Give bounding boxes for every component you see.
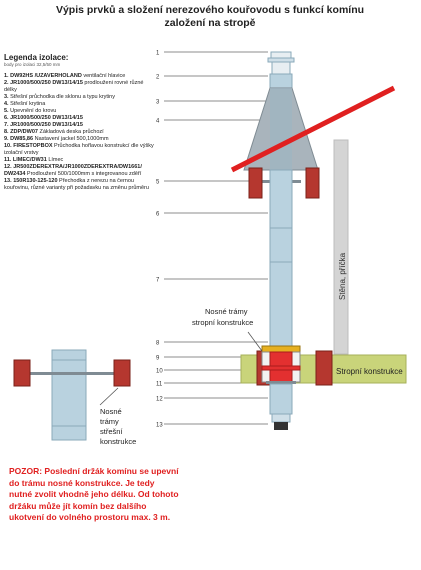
legend-item-number: 6. [4, 115, 11, 121]
callout-number: 6 [156, 211, 160, 218]
callout-number: 8 [156, 340, 160, 347]
legend-item-code: JR1000/500/250 DW13/14/15 [10, 122, 83, 128]
legend-item-number: 8. [4, 129, 11, 135]
legend-item-desc: Límec [46, 157, 64, 163]
legend-item-desc: Základová deska průchozí [37, 129, 104, 135]
legend-item-code: FIRESTOPBOX [13, 143, 53, 149]
legend-subtitle: body pro izolaci 32,5/50 mm [4, 62, 61, 67]
ceiling-beams-label-2: stropní konstrukce [192, 318, 254, 327]
callout-number: 2 [156, 74, 160, 81]
legend-item-code: LIMEC/DW31 [12, 157, 47, 163]
roof-beams-label-2: trámy [100, 417, 119, 426]
callout-number: 5 [156, 179, 160, 186]
legend-item-desc: Průchodka hořlavou konstrukcí dle výšky izolační vrstvy [4, 143, 154, 156]
chimney-cowl [272, 62, 290, 74]
legend-item-number: 11. [4, 157, 13, 163]
legend-item-number: 5. [4, 108, 11, 114]
transition-piece [272, 414, 290, 422]
callout-number: 10 [156, 368, 163, 375]
legend-item-number: 2. [4, 80, 11, 86]
firestop-collar [262, 366, 300, 370]
base-plate [262, 346, 300, 352]
callout-number: 12 [156, 396, 163, 403]
legend-item-number: 13. [4, 178, 14, 184]
legend-item-desc: ventilační hlavice [81, 73, 126, 79]
cowl-cap [271, 52, 291, 58]
legend-item-number: 9. [4, 136, 11, 142]
ceiling-beams-label-1: Nosné trámy [205, 307, 248, 316]
rafter-left [249, 168, 262, 198]
callout-number: 11 [156, 381, 163, 388]
roof-beams-label-4: konstrukce [100, 437, 137, 446]
title-line-2: založení na stropě [164, 17, 256, 29]
detail-beam-right [114, 360, 130, 386]
callout-number: 4 [156, 118, 160, 125]
detail-beam-leader [100, 388, 118, 405]
legend-item-number: 10. [4, 143, 14, 149]
legend-item-desc: Střešní průchodka dle sklonu a typu krytiny [10, 94, 115, 100]
callout-number: 9 [156, 355, 160, 362]
legend-item-desc: Prodloužení 500/1000mm s integrovanou zděří [25, 171, 142, 177]
detail-beam-left [14, 360, 30, 386]
callout-number: 7 [156, 277, 160, 284]
warning-text: Poslední držák komínu se upevní do trámu nosné konstrukce. Je tedy nutné zvolit vhodně jeho délku. Od tohoto držáku může jít komín bez dalšího ukotvení do volného prostoru max. 3 m. [9, 466, 179, 522]
legend-item-number: 4. [4, 101, 11, 107]
legend-item-code: DW85,86 [10, 136, 34, 142]
legend-item-code: DW92HS /UZAVERHOLAND [10, 73, 82, 79]
legend-item-code: JR1000/500/250 DW13/14/15 [10, 115, 83, 121]
legend-item-number: 1. [4, 73, 11, 79]
legend-item-code: JR500ZDEREXTRA/JR1000ZDEREXTRA/DW1661/ DW2434 [4, 164, 142, 177]
legend-item-desc: Nastavení jackel 500,1000mm [33, 136, 109, 142]
warning-note [9, 466, 179, 524]
callout-number: 13 [156, 422, 163, 429]
legend-item-number: 12. [4, 164, 14, 170]
roof-beams-label-3: střešní [100, 427, 123, 436]
callout-number: 1 [156, 50, 160, 57]
detail-bracket [30, 372, 114, 375]
legend-item-code: JR1000/500/250 DW13/14/15 [10, 80, 83, 86]
title-line-1: Výpis prvků a složení nerezového kouřovodu s funkcí komínu [55, 4, 365, 16]
ceiling-beam-leader [248, 332, 262, 351]
roof-beams-label-1: Nosné [100, 407, 122, 416]
legend-item-desc: Střešní krytina [10, 101, 46, 107]
legend-item-number: 7. [4, 122, 11, 128]
legend-item-desc: prodlouženi rovné různé délky [4, 80, 144, 93]
warning-lead: POZOR: [9, 466, 43, 476]
legend-title: Legenda izolace: [4, 53, 69, 62]
cowl-rim [268, 58, 294, 62]
legend-item-desc: Přechodka z nerezu na černou kouřovinu, různé varianty při požadavku na změnu průměru [4, 178, 149, 191]
wall-partition [334, 140, 348, 354]
legend-item-code: ZDP/DW07 [10, 129, 38, 135]
ceiling-label: Stropní konstrukce [336, 367, 403, 376]
callout-number: 3 [156, 99, 160, 106]
pipe-extension-12 [270, 384, 292, 414]
rafter-right [306, 168, 319, 198]
transition-black-pipe [274, 422, 288, 430]
legend-item-desc: Upevnění do krovu [10, 108, 57, 114]
legend-item-code: 150R130-125-120 [13, 178, 58, 184]
wall-label: Stěna, příčka [338, 252, 347, 300]
legend-item-number: 3. [4, 94, 11, 100]
roof-passthrough-inner [270, 88, 292, 170]
ceiling-beam-right [316, 351, 332, 385]
